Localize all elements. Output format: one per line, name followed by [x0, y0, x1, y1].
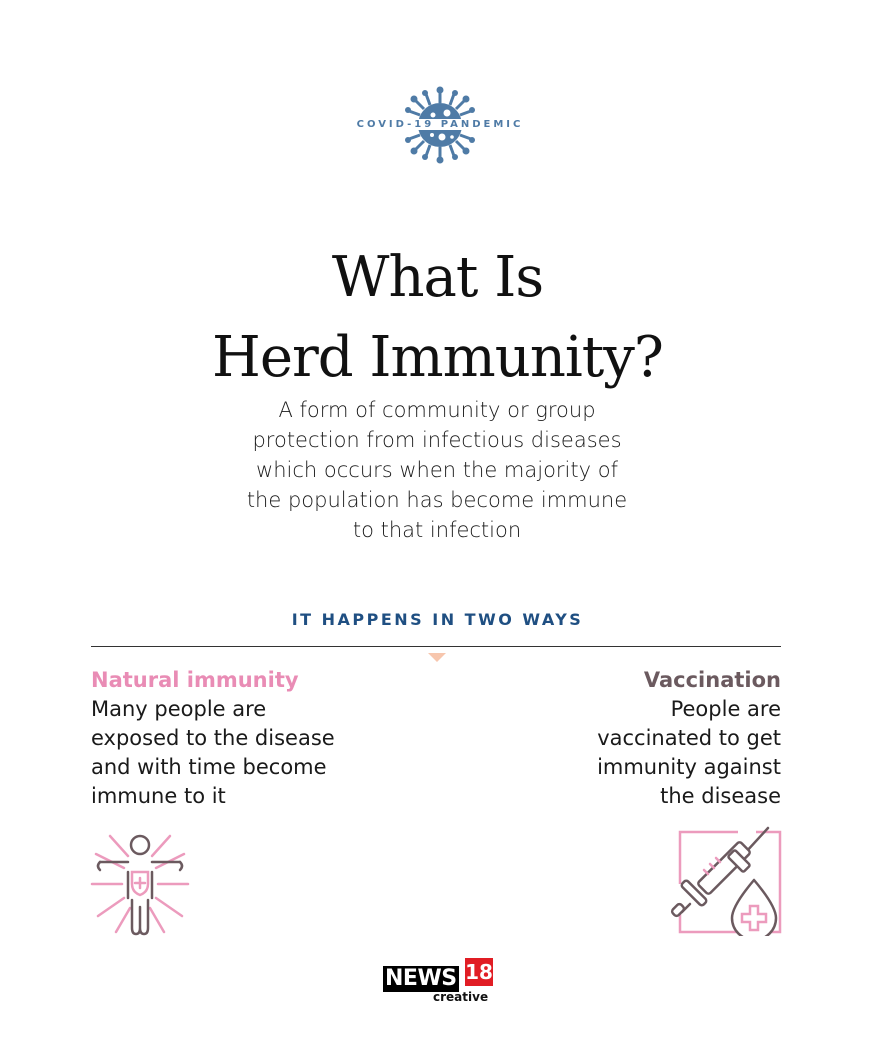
section-heading: IT HAPPENS IN TWO WAYS [291, 610, 584, 629]
covid-badge [350, 85, 530, 165]
down-arrow-icon [428, 653, 446, 662]
definition-line: the population has become immune [246, 488, 628, 512]
vaccination-line: the disease [660, 784, 781, 808]
logo-brand: NEWS [385, 966, 457, 991]
definition-line: to that infection [352, 518, 522, 542]
vaccination-line: People are [670, 697, 781, 721]
definition-line: A form of community or group [278, 398, 596, 422]
definition-line: protection from infectious diseases [252, 428, 622, 452]
vaccination-title: Vaccination [643, 668, 781, 692]
page-title [0, 238, 875, 398]
logo-subtitle: creative [433, 990, 489, 1004]
natural-immunity-block [91, 666, 391, 811]
protected-person-icon [88, 828, 192, 940]
badge-label: COVID-19 PANDEMIC [356, 119, 524, 130]
vaccination-line: immunity against [597, 755, 781, 779]
definition-line: which occurs when the majority of [256, 458, 618, 482]
natural-immunity-line: immune to it [91, 784, 226, 808]
definition-text [187, 395, 687, 545]
natural-immunity-line: and with time become [91, 755, 327, 779]
syringe-blood-drop-icon [668, 824, 782, 936]
divider [91, 646, 781, 647]
natural-immunity-line: Many people are [91, 697, 267, 721]
title-line-1: What Is [331, 245, 544, 310]
vaccination-line: vaccinated to get [597, 726, 781, 750]
logo-number: 18 [465, 960, 493, 984]
vaccination-block [521, 666, 781, 811]
natural-immunity-title: Natural immunity [91, 668, 299, 692]
title-line-2: Herd Immunity? [212, 325, 663, 390]
news18-logo [383, 958, 495, 1004]
natural-immunity-line: exposed to the disease [91, 726, 335, 750]
